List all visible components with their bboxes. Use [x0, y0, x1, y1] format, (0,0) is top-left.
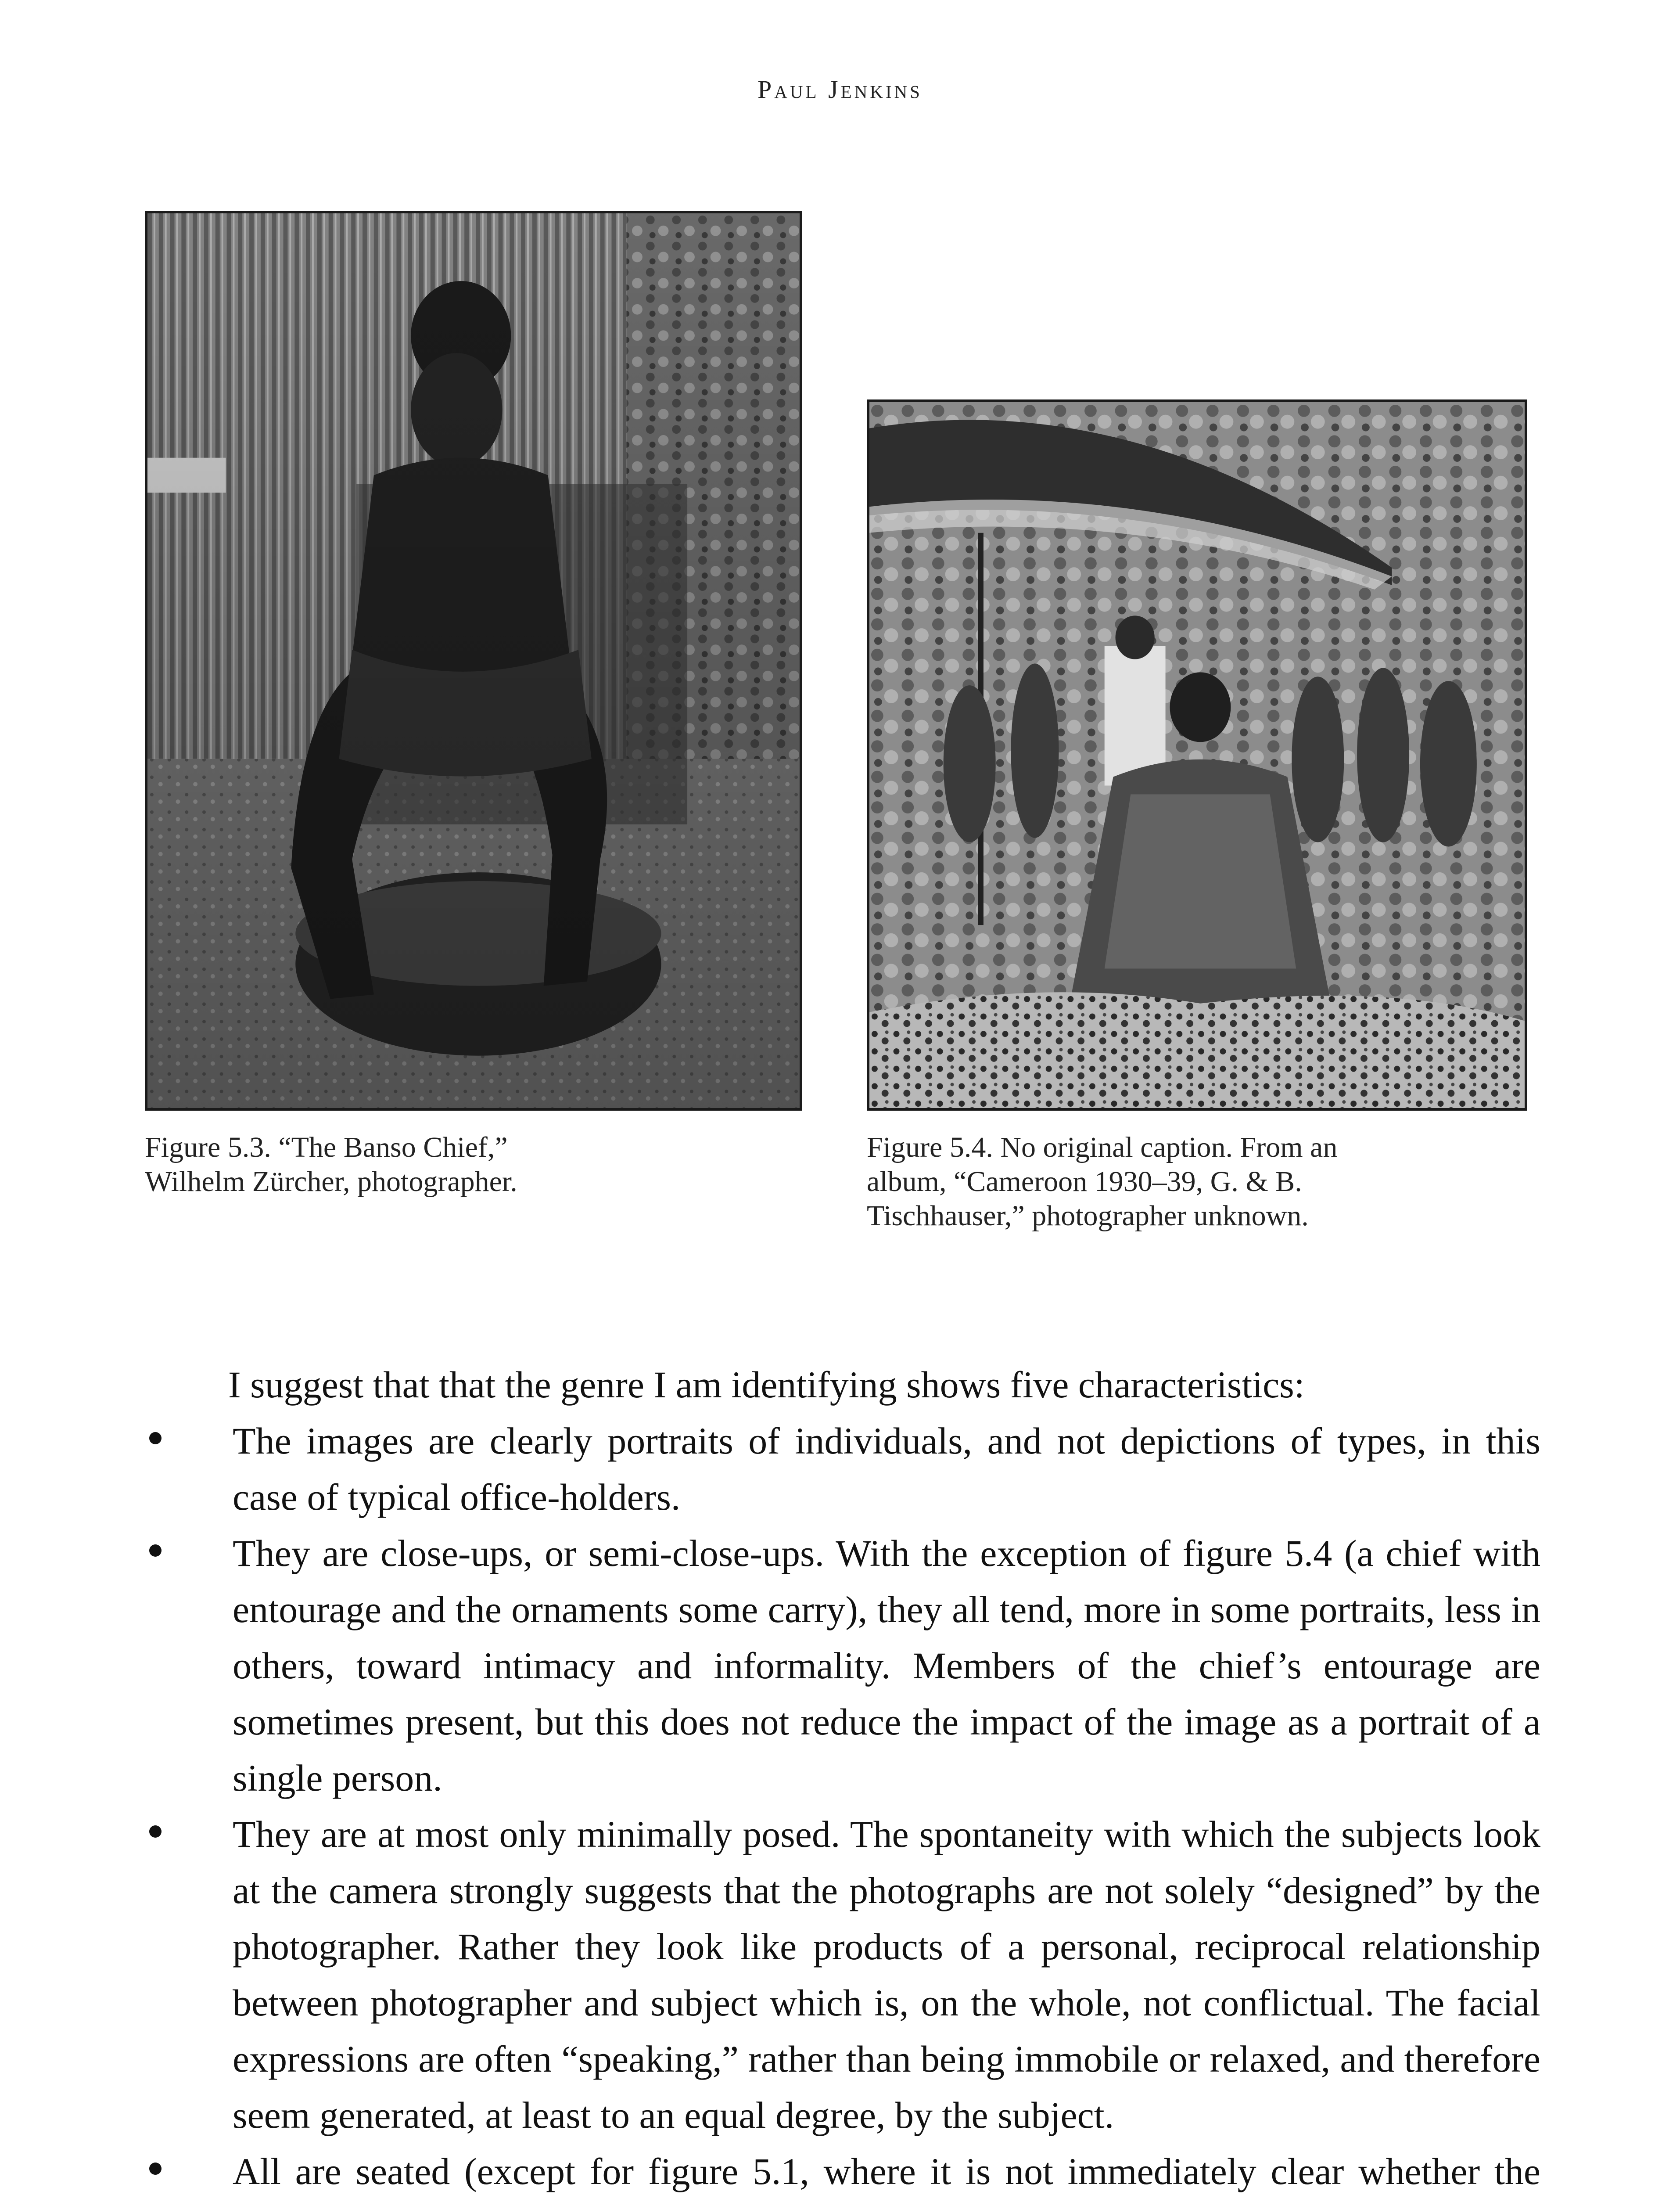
figure-5-3-photo: [145, 211, 802, 1111]
figure-5-3-caption: [145, 1130, 803, 1199]
bullet-item: [132, 2143, 1540, 2195]
figure-5-3-image: [147, 213, 800, 1108]
bullet-icon: [149, 1432, 162, 1444]
bullet-icon: [149, 1825, 162, 1838]
bullet-text: They are at most only minimally posed. The spontaneity with which the subjects look at the camera strongly suggests that the photographs are not solely “designed” by the photographer. Rather they look like products of a personal, reciprocal relationship between photographer and subject which is, on the whole, not conflictual. The facial expressions are often “speaking,” rather than being immobile or relaxed, and therefore seem generated, at least to an equal degree, by the subject.: [233, 1813, 1540, 2136]
intro-paragraph: I suggest that that the genre I am identifying shows five characteristics:: [228, 1364, 1305, 1406]
running-head: Paul Jenkins: [757, 75, 923, 104]
bullet-item: [132, 1806, 1540, 2143]
bullet-icon: [149, 1544, 162, 1557]
body-text: [132, 1357, 1540, 2195]
caption-line: Tischhauser,” photographer unknown.: [867, 1200, 1309, 1232]
figure-5-4-image: [869, 402, 1525, 1108]
caption-line: album, “Cameroon 1930–39, G. & B.: [867, 1166, 1302, 1198]
figure-5-4-photo: [867, 399, 1527, 1111]
bullet-icon: [149, 2163, 162, 2175]
bullet-text: They are close-ups, or semi-close-ups. With the exception of figure 5.4 (a chief with entourage and the ornaments some carry), they all tend, more in some portraits, less in others, toward intimacy and informality. Members of the chief’s entourage are sometimes present, but this does not reduce the impact of the image as a portrait of a single person.: [233, 1532, 1540, 1799]
caption-line: Wilhelm Zürcher, photographer.: [145, 1166, 517, 1198]
bullet-text: All are seated (except for figure 5.1, where it is not immediately clear whether the: [233, 2150, 1540, 2192]
caption-line: Figure 5.4. No original caption. From an: [867, 1131, 1338, 1163]
bullet-text: The images are clearly portraits of individuals, and not depictions of types, in this case of typical office-holders.: [233, 1420, 1540, 1518]
figure-5-4-caption: [867, 1130, 1534, 1233]
bullet-item: [132, 1413, 1540, 1525]
caption-line: Figure 5.3. “The Banso Chief,”: [145, 1131, 508, 1163]
bullet-item: [132, 1525, 1540, 1806]
